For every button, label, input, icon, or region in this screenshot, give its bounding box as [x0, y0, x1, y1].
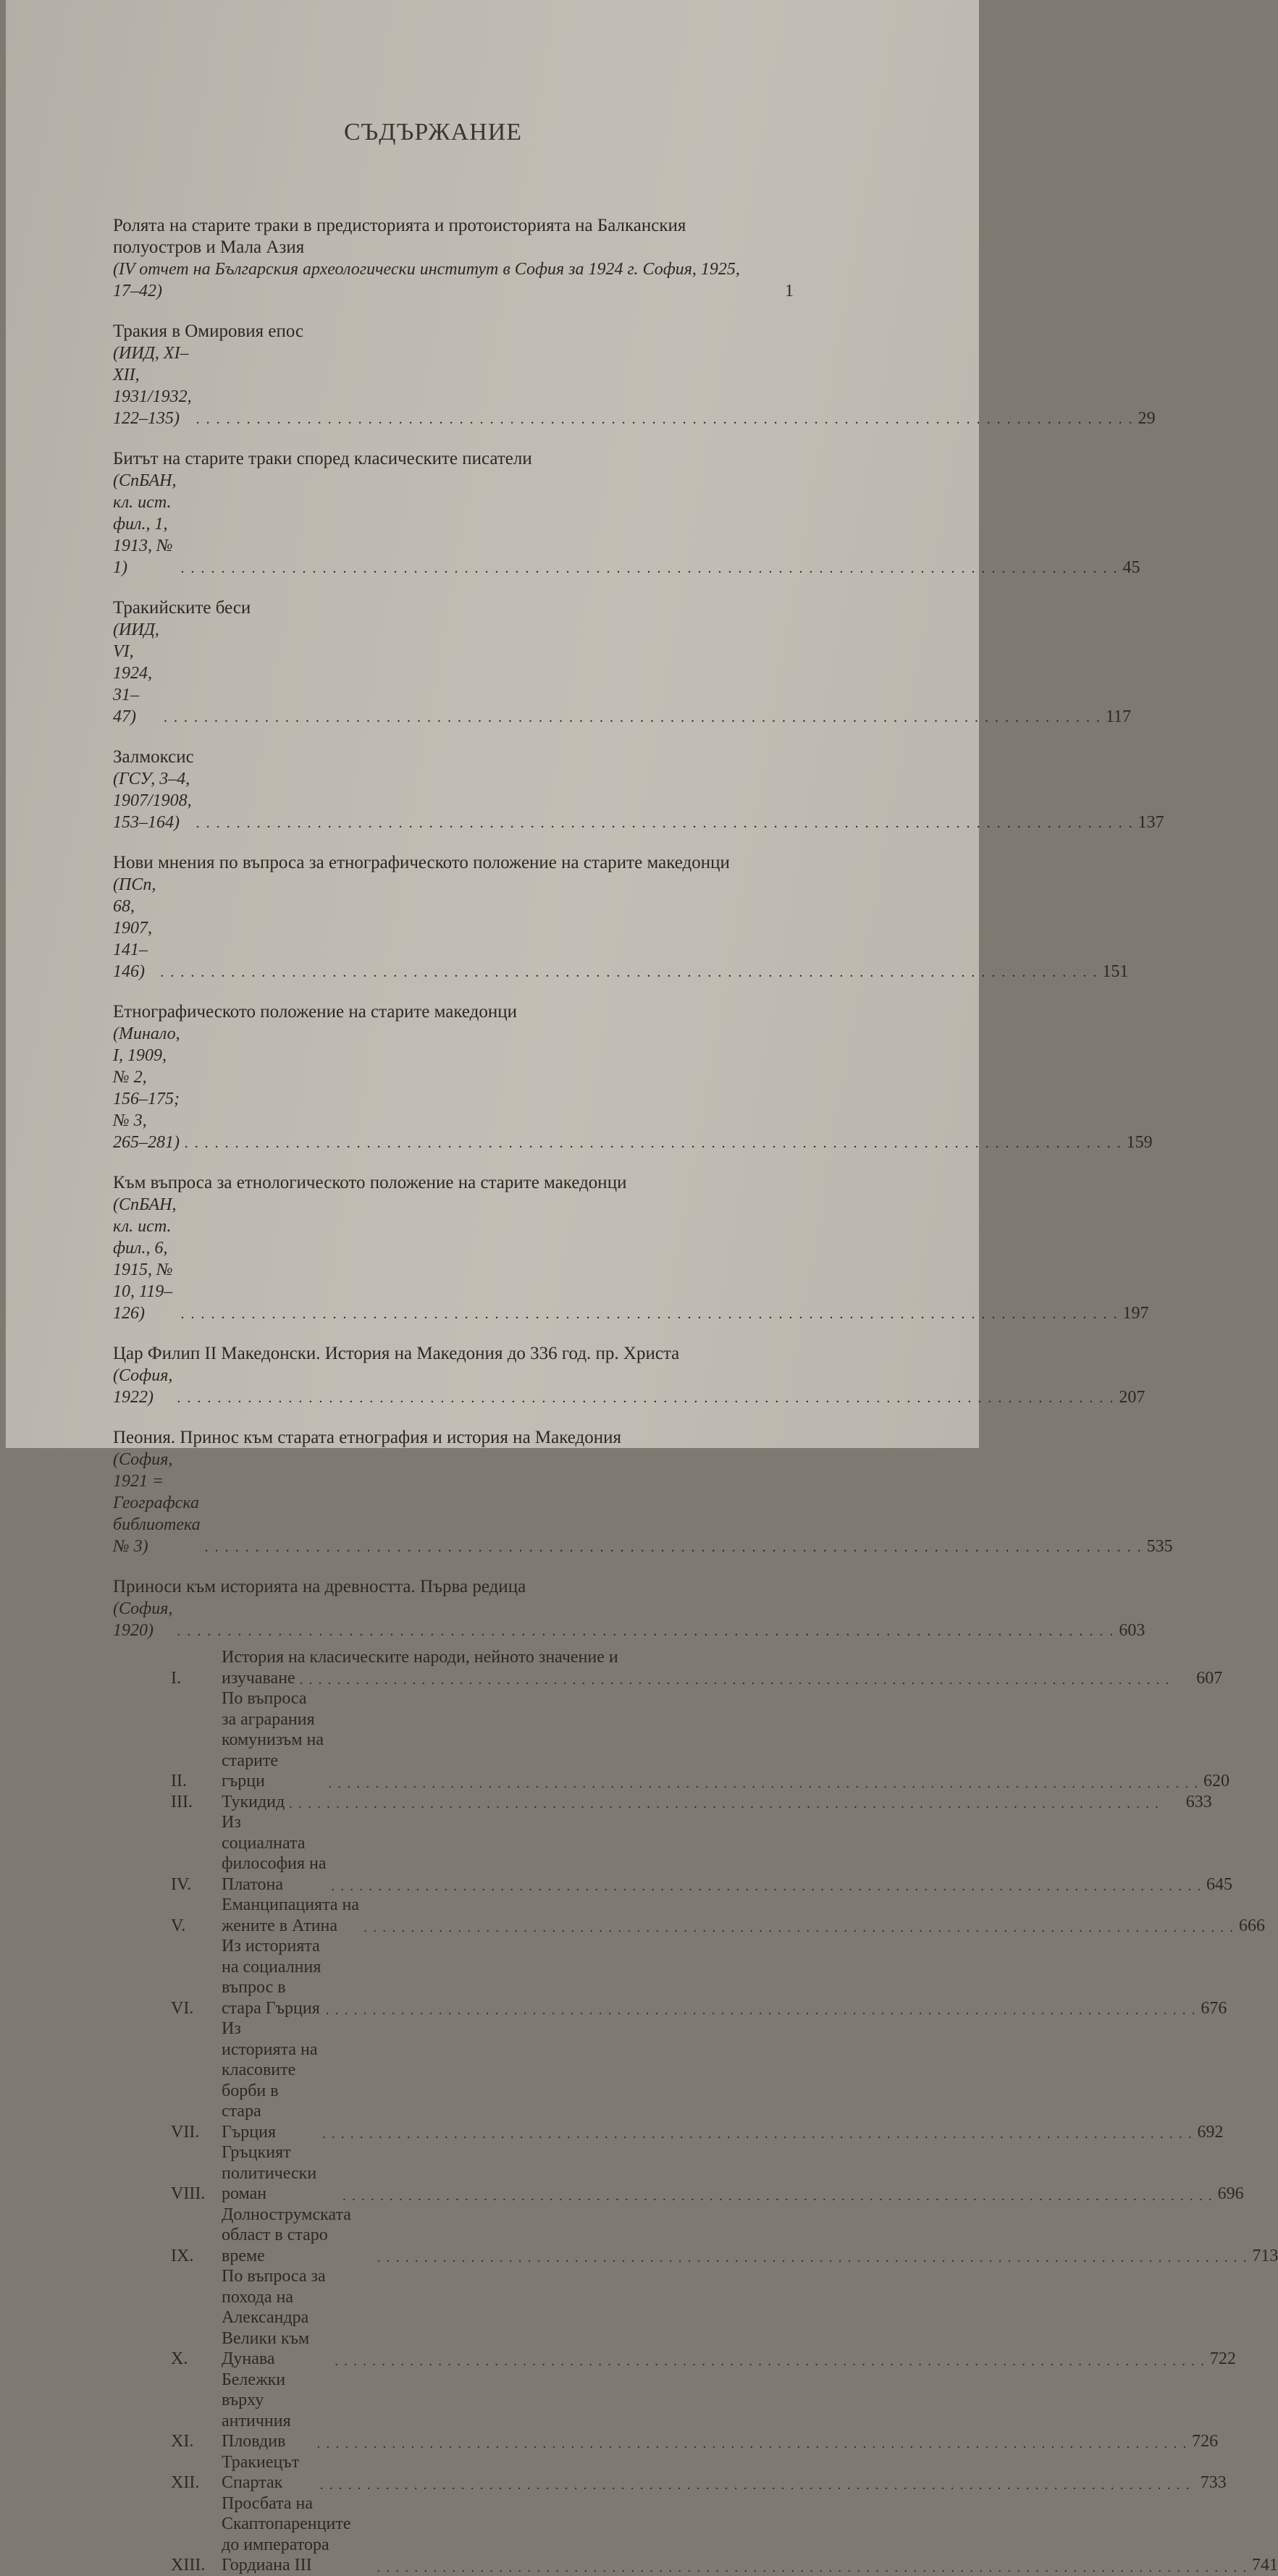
page-number: 666: [1239, 1916, 1266, 1935]
page-title: СЪДЪРЖАНИЕ: [343, 119, 523, 146]
page-number: 696: [1217, 2184, 1244, 2203]
page-number: 607: [1196, 1668, 1223, 1688]
subentry-row: [171, 1812, 1232, 1895]
entry-citation-line: [113, 1449, 1173, 1557]
page-number: 741: [1251, 2556, 1278, 2575]
entry-citation-line: [113, 1194, 1149, 1324]
dot-leader: [181, 1304, 1119, 1324]
subentry-title: По въпроса за аграрания комунизъм на старите гърци: [222, 1689, 329, 1790]
subentry-title: Просбата на Скаптопаренците до императора Гордиана III: [222, 2493, 356, 2575]
entry-citation-line: [113, 619, 1132, 728]
dot-leader: [364, 1919, 1235, 1936]
subentry-row: [171, 1647, 1223, 1688]
entry-citation: (София, 1921 = Географска библиотека № 3): [113, 1450, 205, 1556]
page-number: 620: [1203, 1772, 1230, 1790]
table-of-contents: [113, 215, 1278, 2576]
entry-citation-line: [113, 1365, 1145, 1408]
entry-citation-line: [113, 258, 794, 302]
subentry-title: Из историята на класовите борби в стара Гърция: [222, 2019, 322, 2142]
page-number: 45: [1122, 558, 1140, 577]
page-number: 535: [1146, 1537, 1173, 1556]
subentry-row: [171, 2266, 1236, 2370]
subentry-title: Еманципацията на жените в Атина: [222, 1895, 364, 1935]
roman-numeral: X.: [171, 2349, 188, 2368]
dot-leader: [160, 962, 1098, 982]
dot-leader: [317, 2435, 1188, 2452]
entry-citation-line: [113, 1023, 1153, 1153]
dot-leader: [177, 1388, 1114, 1408]
entry-citation: (IV отчет на Българския археологически институт в София за 1924 г. София, 1925, 17–42): [113, 260, 744, 300]
roman-numeral: II.: [171, 1772, 187, 1790]
page-number: 713: [1252, 2246, 1278, 2265]
page-number: 137: [1138, 813, 1164, 832]
dot-leader: [320, 2476, 1191, 2493]
entry-title: Нови мнения по въпроса за етнографическото положение на старите македонци: [113, 853, 730, 872]
page-number: 603: [1119, 1621, 1145, 1640]
entry-title: Залмоксис: [113, 747, 194, 767]
entry-citation: (СпБАН, кл. ист. фил., 1, 1913, № 1): [113, 471, 181, 577]
page-number: 726: [1192, 2432, 1219, 2451]
subentry-row: [171, 2452, 1227, 2493]
entry-title: Битът на старите траки според класическите писатели: [113, 449, 532, 468]
toc-entry: [113, 215, 794, 302]
entry-citation-line: [113, 470, 1140, 578]
dot-leader: [196, 813, 1134, 833]
page-number: 645: [1206, 1874, 1232, 1894]
entry-citation: (София, 1920): [113, 1599, 177, 1640]
entry-citation: (София, 1922): [113, 1366, 177, 1407]
subentry-row: [171, 1792, 1212, 1813]
page-number: 117: [1105, 707, 1132, 726]
subentry-title: Бележки върху античния Пловдив: [222, 2370, 295, 2451]
dot-leader: [326, 2001, 1197, 2019]
toc-entry: [113, 852, 1129, 982]
entry-citation-line: [113, 768, 1164, 833]
subentry-row: [171, 2142, 1244, 2205]
entry-citation: (СпБАН, кл. ист. фил., 6, 1915, № 10, 119–126): [113, 1195, 181, 1323]
page-number: 692: [1197, 2122, 1224, 2142]
entry-citation: (ПСп, 68, 1907, 141–146): [113, 875, 161, 981]
entry-citation: (ГСУ, 3–4, 1907/1908, 153–164): [113, 770, 196, 832]
roman-numeral: XI.: [171, 2432, 194, 2451]
entry-citation: (ИИД, XI–XII, 1931/1932, 122–135): [113, 344, 196, 428]
page-number: 151: [1102, 962, 1129, 981]
entry-citation-line: [113, 1598, 1145, 1641]
subentry-title: По въпроса за похода на Александра Велики към Дунава: [222, 2267, 330, 2368]
entry-title: Ролята на старите траки в предисторията и протоисторията на Балканския полуостров и Мала Азия: [113, 216, 686, 257]
dot-leader: [322, 2125, 1193, 2142]
entry-citation: (Минало, I, 1909, № 2, 156–175; № 3, 265–281): [113, 1024, 185, 1152]
subentry-title: Гръцкият политически роман: [222, 2143, 321, 2203]
entry-title: Тракия в Омировия епос: [113, 321, 304, 341]
entry-title: Етнографическото положение на старите македонци: [113, 1002, 518, 1022]
dot-leader: [377, 2559, 1248, 2576]
dot-leader: [335, 2352, 1206, 2370]
entry-title: Приноси към историята на древността. Първа редица: [113, 1577, 526, 1596]
subentry-title: Из историята на социалния въпрос в стара Гърция: [222, 1937, 326, 2018]
page-number: 1: [785, 282, 794, 300]
toc-entry: [113, 321, 1156, 429]
page-number: 29: [1138, 409, 1156, 428]
dot-leader: [205, 1537, 1143, 1557]
dot-leader: [377, 2249, 1248, 2266]
page-number: 159: [1126, 1133, 1153, 1152]
roman-numeral: VIII.: [171, 2184, 206, 2203]
roman-numeral: V.: [171, 1916, 186, 1935]
entry-citation: (ИИД, VI, 1924, 31–47): [113, 620, 164, 726]
toc-entry: [113, 1576, 1145, 1641]
toc-entry: [113, 1343, 1145, 1408]
subentry-title: Долнострумската област в старо време: [222, 2205, 356, 2265]
subentry-row: [171, 2205, 1278, 2267]
toc-entry: [113, 448, 1140, 578]
dot-leader: [329, 1775, 1200, 1792]
entry-citation-line: [113, 874, 1129, 982]
entry-title: Цар Филип II Македонски. История на Македония до 336 год. пр. Христа: [113, 1344, 680, 1363]
roman-numeral: XII.: [171, 2473, 200, 2492]
toc-entry: [113, 597, 1132, 728]
dot-leader: [332, 1877, 1203, 1895]
entry-citation-line: [113, 342, 1156, 429]
entry-title: Пеония. Принос към старата етнография и история на Македония: [113, 1428, 622, 1447]
toc-entry: [113, 1001, 1153, 1153]
roman-numeral: III.: [171, 1792, 193, 1811]
subentry-title: Из социалната философия на Платона: [222, 1813, 331, 1894]
dot-leader: [185, 1133, 1122, 1153]
roman-numeral: XIII.: [171, 2556, 206, 2575]
subentry-row: [171, 2019, 1224, 2142]
book-page: [6, 0, 1278, 2575]
page-number: 197: [1122, 1304, 1149, 1323]
toc-entry: [113, 1427, 1173, 1557]
subentry-row: [171, 1936, 1227, 2019]
roman-numeral: IV.: [171, 1874, 192, 1894]
subentry-row: [171, 1895, 1266, 1936]
dot-leader: [300, 1671, 1171, 1688]
subentry-title: Тукидид: [222, 1792, 285, 1811]
subentry-title-continued: изучаване: [222, 1668, 295, 1688]
toc-entry: [113, 1172, 1149, 1324]
dot-leader: [196, 409, 1134, 429]
dot-leader: [289, 1795, 1160, 1812]
page-number: 722: [1209, 2349, 1236, 2368]
subentry-title: Тракиецът Спартак: [222, 2452, 304, 2492]
page-number: 733: [1200, 2473, 1227, 2492]
dot-leader: [181, 558, 1119, 578]
subentry-row: [171, 1688, 1230, 1792]
roman-numeral: VII.: [171, 2122, 200, 2142]
page-number: 676: [1201, 1998, 1227, 2018]
entry-title: Тракийските беси: [113, 598, 251, 618]
roman-numeral: IX.: [171, 2246, 194, 2265]
subentry-row: [171, 2493, 1278, 2576]
page-number: 207: [1119, 1388, 1145, 1407]
subentry-row: [171, 2370, 1219, 2452]
roman-numeral: VI.: [171, 1998, 194, 2018]
roman-numeral: I.: [171, 1668, 181, 1688]
dot-leader: [177, 1621, 1114, 1641]
subentry-list: [171, 1647, 1278, 2576]
dot-leader: [342, 2187, 1214, 2205]
entry-title: Към въпроса за етнологическото положение на старите македонци: [113, 1173, 627, 1192]
toc-entry: [113, 746, 1164, 833]
dot-leader: [164, 707, 1101, 728]
page-number: 633: [1185, 1792, 1212, 1811]
subentry-title: История на класическите народи, нейното значение и: [222, 1648, 618, 1667]
